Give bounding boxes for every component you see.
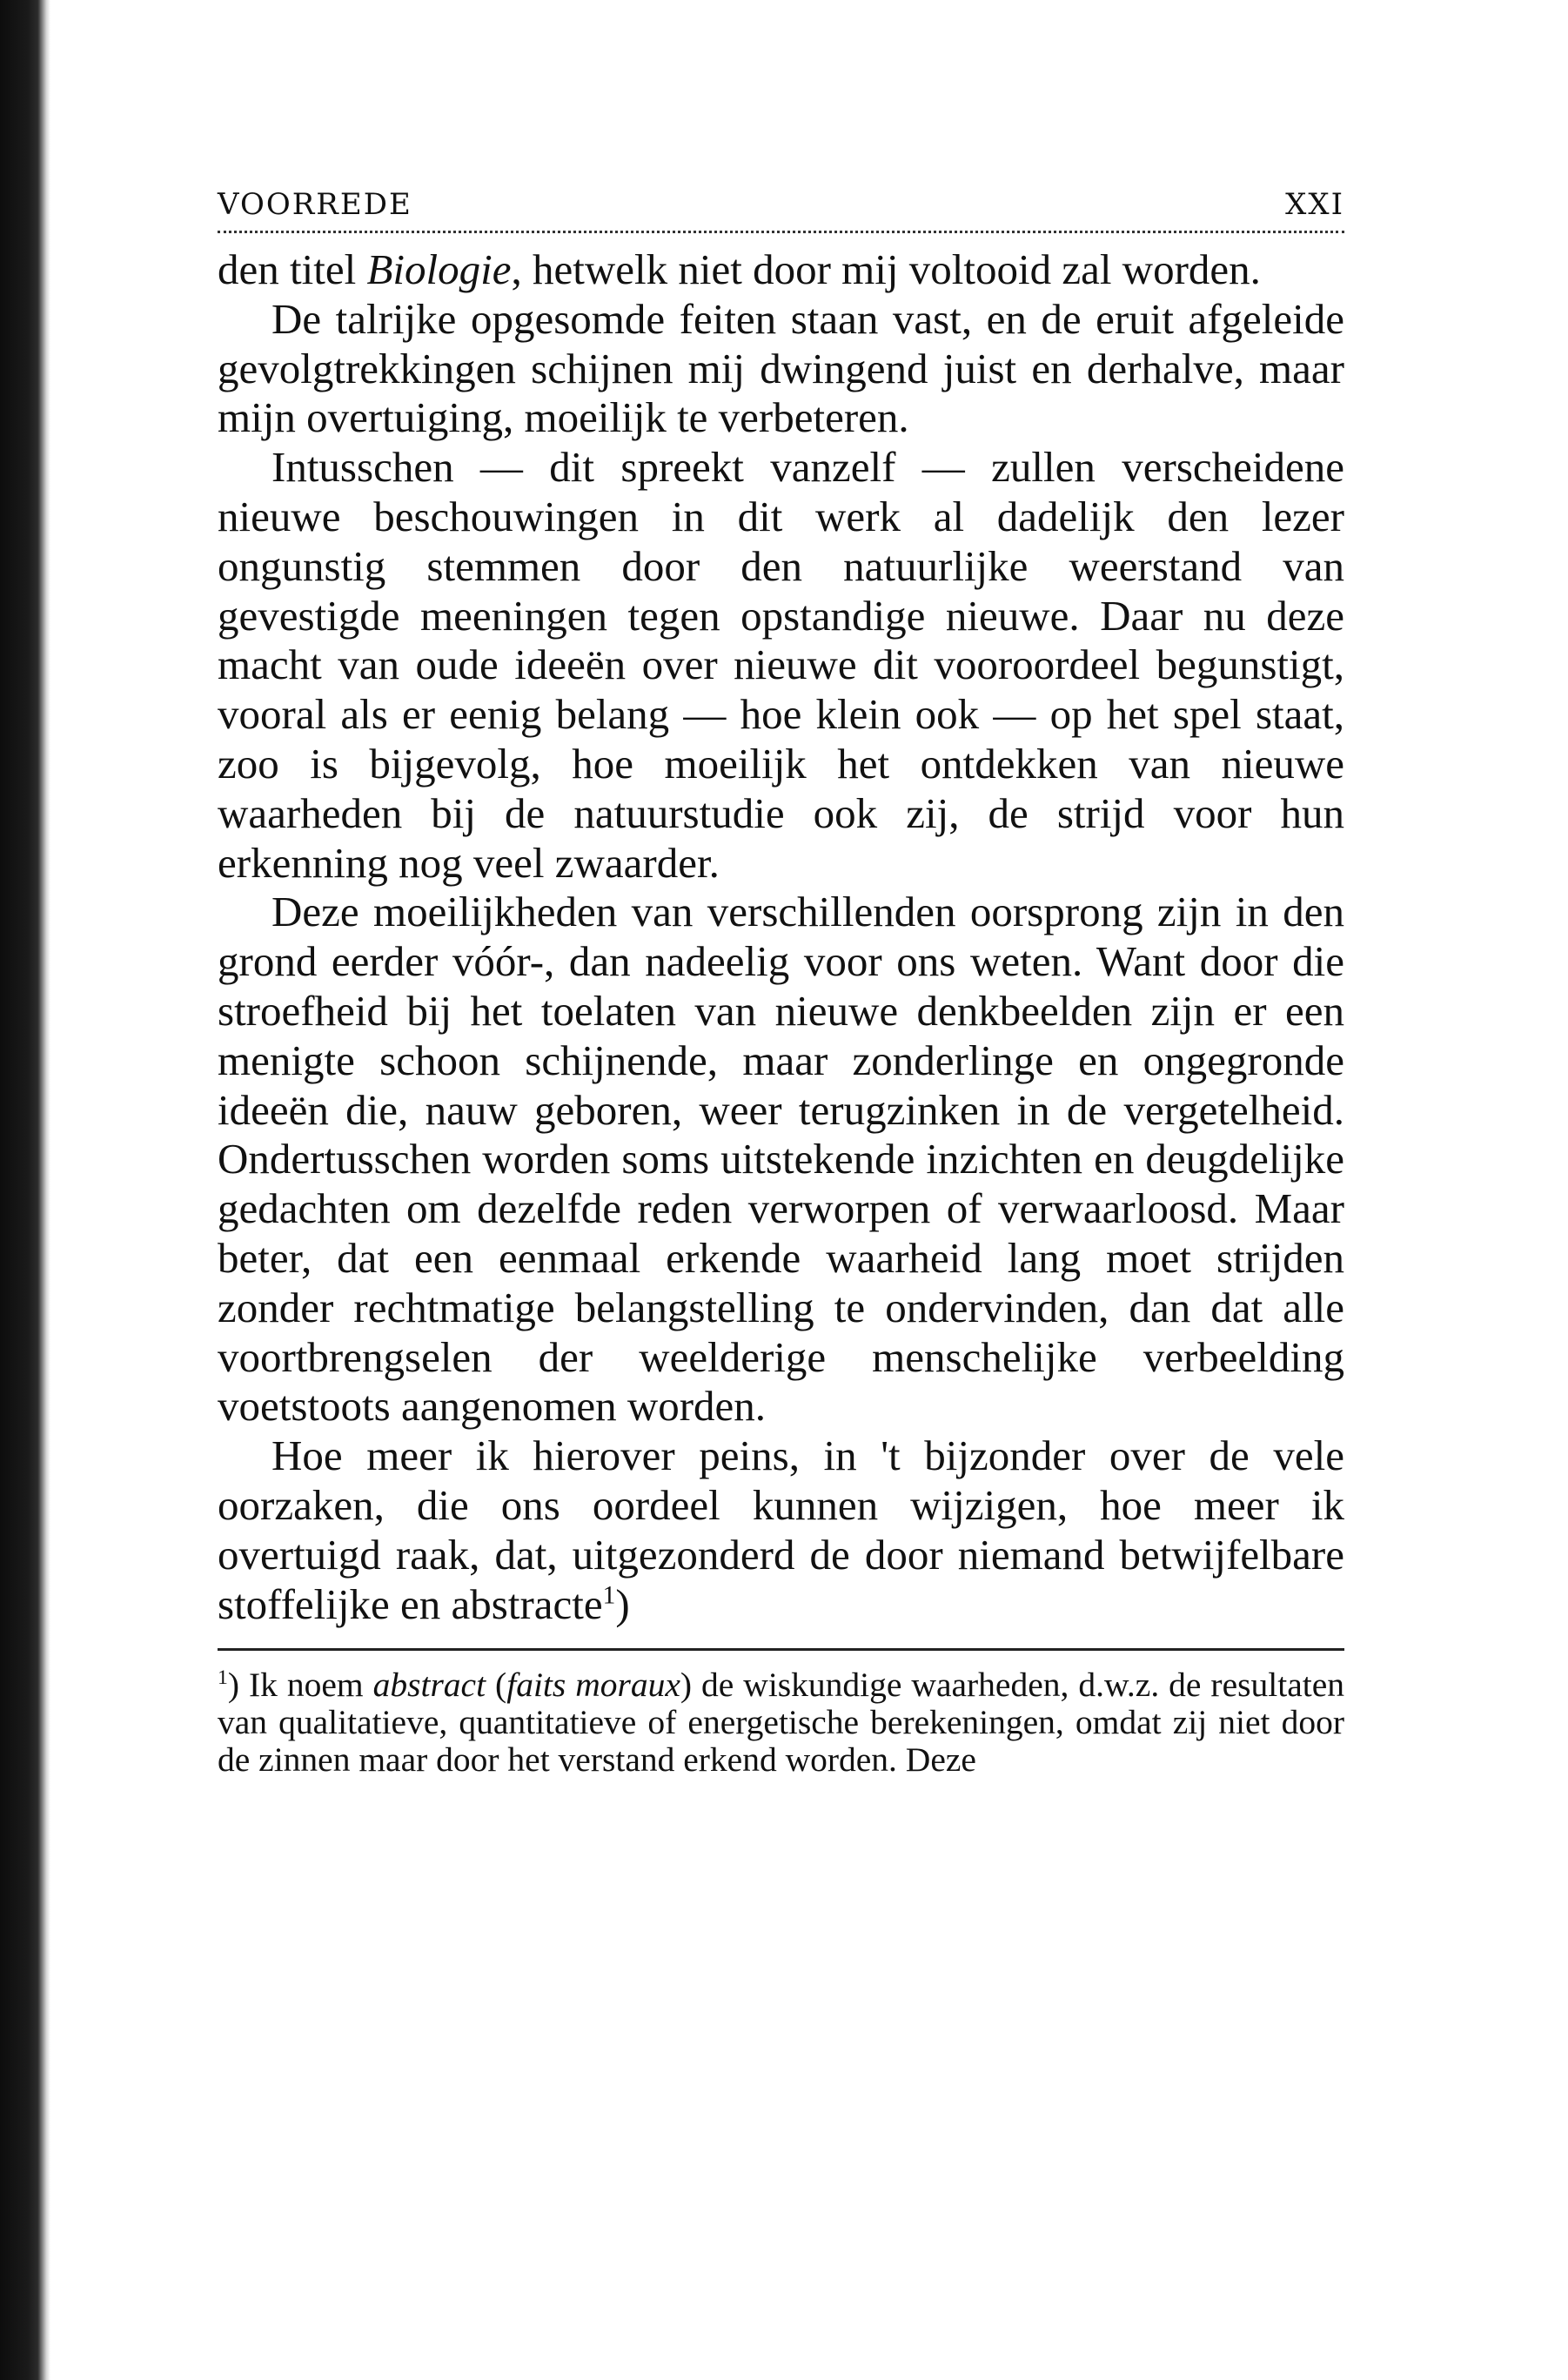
italic-term: abstract	[372, 1666, 486, 1705]
text-segment: )	[615, 1579, 630, 1628]
paragraph	[218, 888, 1344, 1431]
header-title: VOORREDE	[218, 187, 412, 222]
text-segment: den titel	[218, 245, 367, 293]
text-segment: Hoe meer ik hierover peins, in 't bijzonder over de vele oorzaken, die ons oordeel kunnen wijzigen, hoe meer ik overtuigd raak, dat, uitgezonderd de door niemand betwijfelbare stoffelijke en abstracte	[218, 1431, 1344, 1628]
paragraph	[218, 443, 1344, 888]
footnote-reference: 1	[602, 1581, 616, 1610]
text-segment: ) de wiskundige waarheden, d.w.z. de resultaten van qualitatieve, quantitatieve of energetische berekeningen, omdat zij niet door de zinnen maar door het verstand erkend worden. Deze	[218, 1666, 1344, 1780]
text-segment: Intusschen — dit spreekt vanzelf — zullen verscheidene nieuwe beschouwingen in dit werk al dadelijk den lezer ongunstig stemmen door den natuurlijke weerstand van gevestigde meeningen tegen opstandige nieuwe. Daar nu deze macht van oude ideeën over nieuwe dit vooroordeel begunstigt, vooral als er eenig belang — hoe klein ook — op het spel staat, zoo is bijgevolg, hoe moeilijk het ontdekken van nieuwe waarheden bij de natuurstudie ook zij, de strijd voor hun erkenning nog veel zwaarder.	[218, 443, 1344, 887]
italic-term: faits moraux	[506, 1666, 680, 1705]
text-segment: , hetwelk niet door mij voltooid zal worden.	[511, 245, 1261, 293]
footnote-marker: 1	[218, 1666, 228, 1690]
paragraph	[218, 295, 1344, 443]
text-segment: (	[486, 1666, 507, 1705]
paragraph	[218, 245, 1344, 295]
body-text	[218, 245, 1344, 1629]
text-segment: De talrijke opgesomde feiten staan vast, en de eruit afgeleide gevolgtrekkingen schijnen mij dwingend juist en derhalve, maar mijn overtuiging, moeilijk te verbeteren.	[218, 294, 1344, 442]
book-page	[218, 187, 1344, 1779]
italic-term: Biologie	[366, 245, 512, 293]
footnote	[218, 1666, 1344, 1779]
page-number: XXI	[1285, 187, 1344, 222]
text-segment: Deze moeilijkheden van verschillenden oorsprong zijn in den grond eerder vóór-, dan nadeelig voor ons weten. Want door die stroefheid bij het toelaten van nieuwe denkbeelden zijn er een menigte schoon schijnende, maar zonderlinge en ongegronde ideeën die, nauw geboren, weer terugzinken in de vergetelheid. Ondertusschen worden soms uitstekende inzichten en deugdelijke gedachten om dezelfde reden verworpen of verwaarloosd. Maar beter, dat een eenmaal erkende waarheid lang moet strijden zonder rechtmatige belangstelling te ondervinden, dan dat alle voortbrengselen der weelderige menschelijke verbeelding voetstoots aangenomen worden.	[218, 888, 1344, 1431]
footnote-divider	[218, 1648, 1344, 1651]
book-spine-shadow	[0, 0, 50, 2380]
running-header	[218, 187, 1344, 233]
text-segment: ) Ik noem	[227, 1666, 373, 1705]
paragraph	[218, 1431, 1344, 1629]
